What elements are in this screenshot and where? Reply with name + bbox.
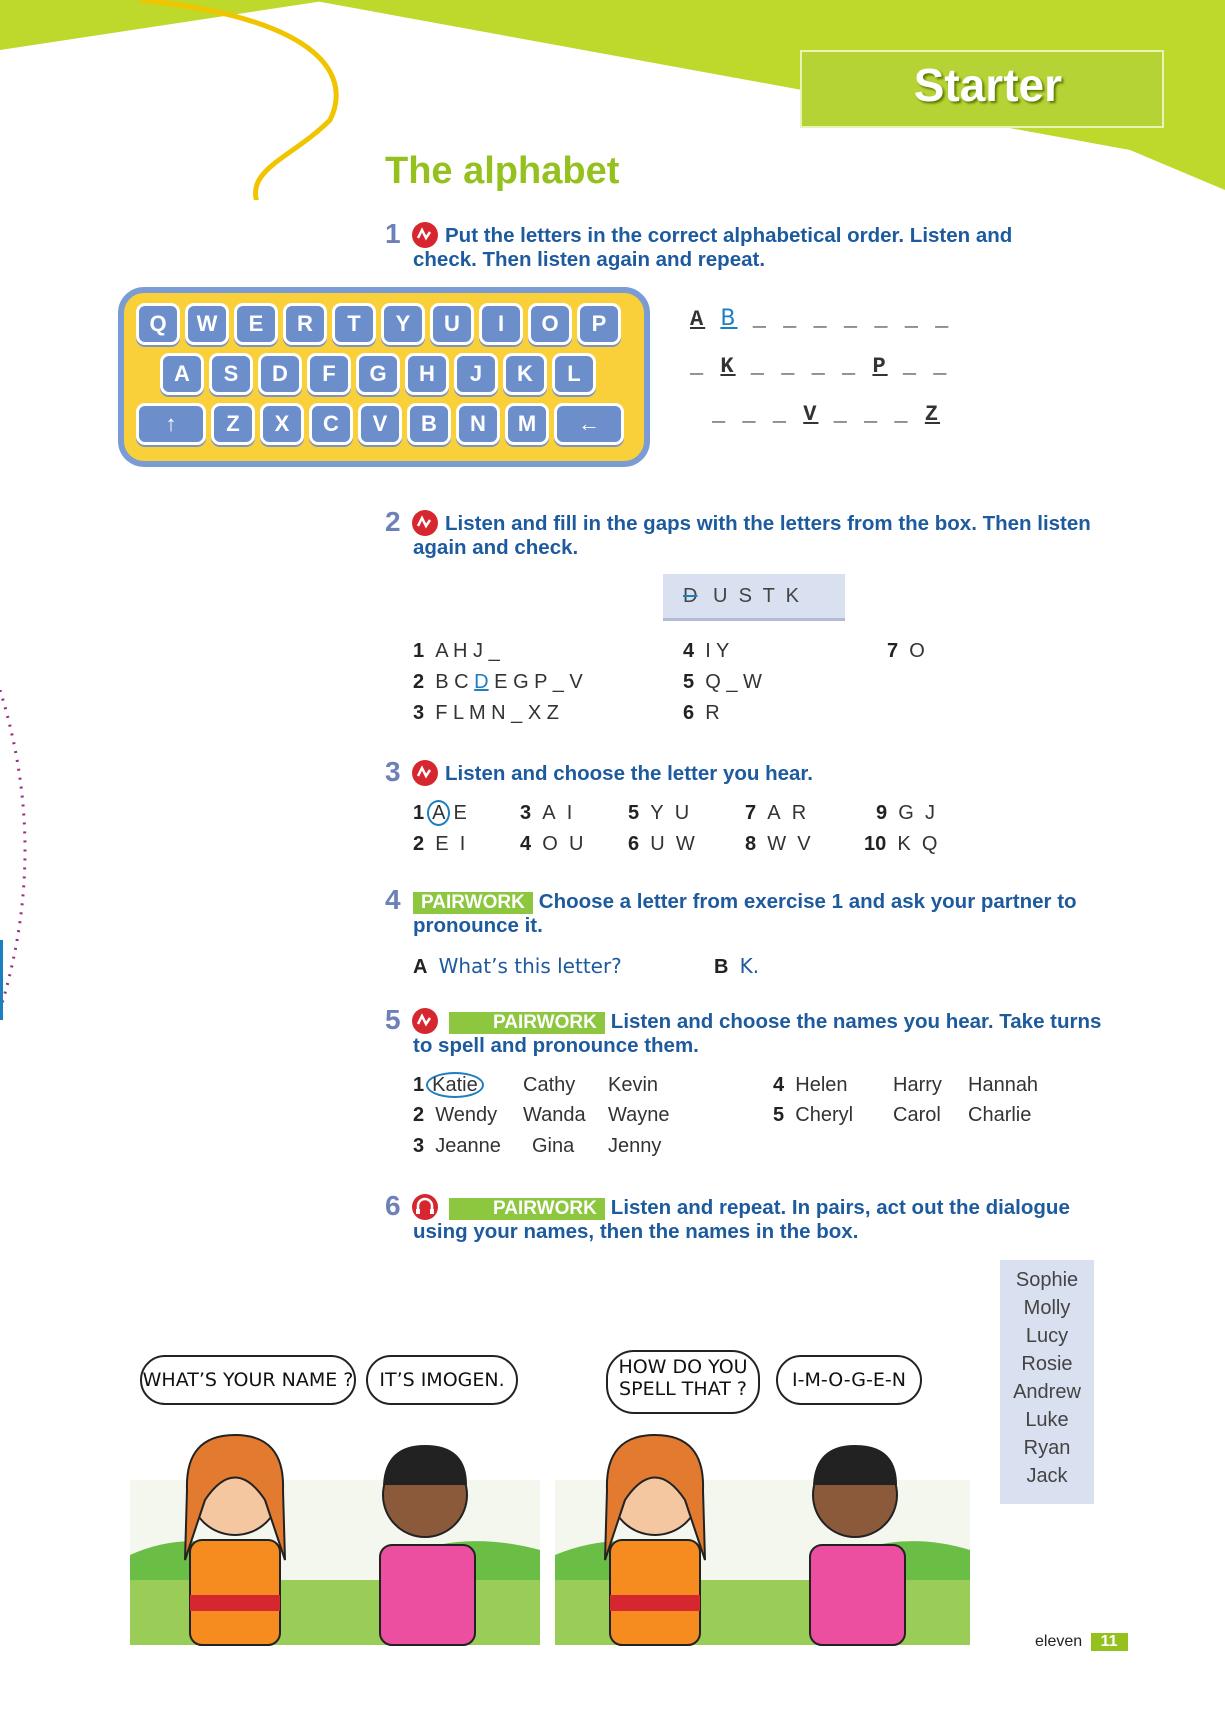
key-t: T bbox=[332, 303, 376, 345]
ex3-item-7: 7 A R bbox=[745, 802, 807, 824]
names-box-item: Luke bbox=[1025, 1409, 1069, 1431]
ex2-item-5: 5 Q _ W bbox=[683, 671, 762, 693]
key-k: K bbox=[503, 353, 547, 395]
key-z: Z bbox=[211, 403, 255, 445]
key-l: L bbox=[552, 353, 596, 395]
ex3-item-2: 2 E I bbox=[413, 833, 466, 855]
ex2-item-1: 1 A H J _ bbox=[413, 640, 500, 662]
ex2-item-6: 6 R bbox=[683, 702, 720, 724]
box-letters: U S T K bbox=[713, 585, 799, 607]
key-w: W bbox=[185, 303, 229, 345]
key-b: B bbox=[407, 403, 451, 445]
ex4-instruction: Choose a letter from exercise 1 and ask your partner to pronounce it. bbox=[413, 890, 1077, 937]
names-box-item: Jack bbox=[1026, 1465, 1068, 1487]
key-o: O bbox=[528, 303, 572, 345]
names-box-item: Lucy bbox=[1025, 1325, 1069, 1347]
key-shift: ↑ bbox=[136, 403, 206, 445]
ex3-item-5: 5 Y U bbox=[628, 802, 690, 824]
ex2-instruction: Listen and fill in the gaps with the letters from the box. Then listen again and check. bbox=[413, 512, 1091, 559]
ex2-item-2: 2 B C D E G P _ V bbox=[413, 671, 583, 693]
ex5-name: Harry bbox=[893, 1074, 942, 1096]
ex5-instruction-block bbox=[413, 1010, 1103, 1058]
ex5-name: Carol bbox=[893, 1104, 941, 1126]
cartoon-illustration bbox=[125, 1380, 975, 1650]
ex2-letter-box bbox=[663, 574, 845, 621]
key-i: I bbox=[479, 303, 523, 345]
ex3-item-3: 3 A I bbox=[520, 802, 573, 824]
names-box bbox=[1000, 1260, 1094, 1504]
key-x: X bbox=[260, 403, 304, 445]
ex2-item-3: 3 F L M N _ X Z bbox=[413, 702, 559, 724]
names-box-item: Ryan bbox=[1023, 1437, 1071, 1459]
ex5-number: 5 bbox=[385, 1004, 401, 1035]
ex3-item-1: 1 A E bbox=[413, 802, 467, 824]
key-backspace: ← bbox=[554, 403, 624, 445]
ex3-instruction: Listen and choose the letter you hear. bbox=[445, 762, 813, 785]
pairwork-badge: PAIRWORK bbox=[449, 1012, 605, 1034]
pairwork-badge: PAIRWORK bbox=[413, 892, 533, 914]
ex3-item-10: 10 K Q bbox=[864, 833, 938, 855]
ex5-name: Cathy bbox=[523, 1074, 576, 1096]
ex1-number: 1 bbox=[385, 218, 401, 249]
page-number: 11 bbox=[1091, 1633, 1128, 1651]
ex5-name: Wayne bbox=[608, 1104, 670, 1126]
key-d: D bbox=[258, 353, 302, 395]
section-title: The alphabet bbox=[385, 150, 620, 192]
ex2-item-4: 4 I Y bbox=[683, 640, 730, 662]
ex2-item-7: 7 O bbox=[887, 640, 925, 662]
ex5-name: Charlie bbox=[968, 1104, 1032, 1126]
ex6-instruction: Listen and repeat. In pairs, act out the dialogue using your names, then the names in the box. bbox=[413, 1196, 1070, 1243]
key-h: H bbox=[405, 353, 449, 395]
starter-tab bbox=[800, 50, 1164, 128]
key-n: N bbox=[456, 403, 500, 445]
ex2-number: 2 bbox=[385, 506, 401, 537]
key-c: C bbox=[309, 403, 353, 445]
ex5-item-2: 2 Wendy bbox=[413, 1104, 498, 1126]
key-a: A bbox=[160, 353, 204, 395]
ex5-instruction: Listen and choose the names you hear. Take turns to spell and pronounce them. bbox=[413, 1010, 1102, 1057]
ex1-line-2: _ K _ _ _ _ P _ _ bbox=[690, 354, 949, 379]
ex1-line-3: _ _ _ V _ _ _ Z bbox=[712, 402, 941, 427]
key-m: M bbox=[505, 403, 549, 445]
ex4-instruction-block bbox=[413, 890, 1093, 938]
key-v: V bbox=[358, 403, 402, 445]
ex5-item-1: 1 Katie bbox=[413, 1074, 484, 1097]
ex5-name: Kevin bbox=[608, 1074, 659, 1096]
ex5-name: Hannah bbox=[968, 1074, 1039, 1096]
ex4-number: 4 bbox=[385, 884, 401, 915]
ex4-dialogue-b: B K. bbox=[714, 954, 760, 978]
ex5-name: Gina bbox=[532, 1135, 575, 1157]
key-s: S bbox=[209, 353, 253, 395]
speech-bubble-1: WHAT’S YOUR NAME ? bbox=[140, 1355, 356, 1405]
ex3-item-6: 6 U W bbox=[628, 833, 695, 855]
key-f: F bbox=[307, 353, 351, 395]
key-u: U bbox=[430, 303, 474, 345]
keyboard-illustration bbox=[118, 287, 650, 467]
starter-label: Starter bbox=[913, 59, 1062, 111]
key-e: E bbox=[234, 303, 278, 345]
dotted-arc-decoration bbox=[0, 690, 40, 1020]
ex1-line-1: A B _ _ _ _ _ _ _ bbox=[690, 306, 951, 332]
ex5-item-4: 4 Helen bbox=[773, 1074, 848, 1096]
crossed-letter: D bbox=[683, 585, 698, 607]
key-q: Q bbox=[136, 303, 180, 345]
audio-icon[interactable] bbox=[412, 760, 438, 786]
page-word: eleven bbox=[1035, 1633, 1083, 1650]
ex5-name: Wanda bbox=[523, 1104, 586, 1126]
key-r: R bbox=[283, 303, 327, 345]
ex6-instruction-block bbox=[413, 1196, 1103, 1244]
names-list bbox=[1000, 1266, 1094, 1490]
ex3-item-9: 9 G J bbox=[876, 802, 935, 824]
ex4-dialogue-a: A What’s this letter? bbox=[413, 954, 622, 978]
ex5-item-3: 3 Jeanne bbox=[413, 1135, 501, 1157]
ex5-item-5: 5 Cheryl bbox=[773, 1104, 854, 1126]
ex6-number: 6 bbox=[385, 1190, 401, 1221]
names-box-item: Molly bbox=[1023, 1297, 1071, 1319]
pairwork-badge: PAIRWORK bbox=[449, 1198, 605, 1220]
names-box-item: Andrew bbox=[1013, 1381, 1081, 1403]
key-y: Y bbox=[381, 303, 425, 345]
ex1-instruction: Put the letters in the correct alphabetical order. Listen and check. Then listen again and repeat. bbox=[413, 224, 1013, 271]
names-box-item: Sophie bbox=[1015, 1269, 1079, 1291]
key-j: J bbox=[454, 353, 498, 395]
speech-bubble-3: HOW DO YOU SPELL THAT ? bbox=[606, 1350, 760, 1414]
page-footer bbox=[1035, 1633, 1128, 1651]
speech-bubble-4: I-M-O-G-E-N bbox=[776, 1355, 922, 1405]
ex3-number: 3 bbox=[385, 756, 401, 787]
key-g: G bbox=[356, 353, 400, 395]
ex3-item-4: 4 O U bbox=[520, 833, 584, 855]
names-box-item: Rosie bbox=[1021, 1353, 1073, 1375]
speech-bubble-2: IT’S IMOGEN. bbox=[366, 1355, 518, 1405]
ex3-item-8: 8 W V bbox=[745, 833, 811, 855]
ex5-name: Jenny bbox=[608, 1135, 662, 1157]
key-p: P bbox=[577, 303, 621, 345]
